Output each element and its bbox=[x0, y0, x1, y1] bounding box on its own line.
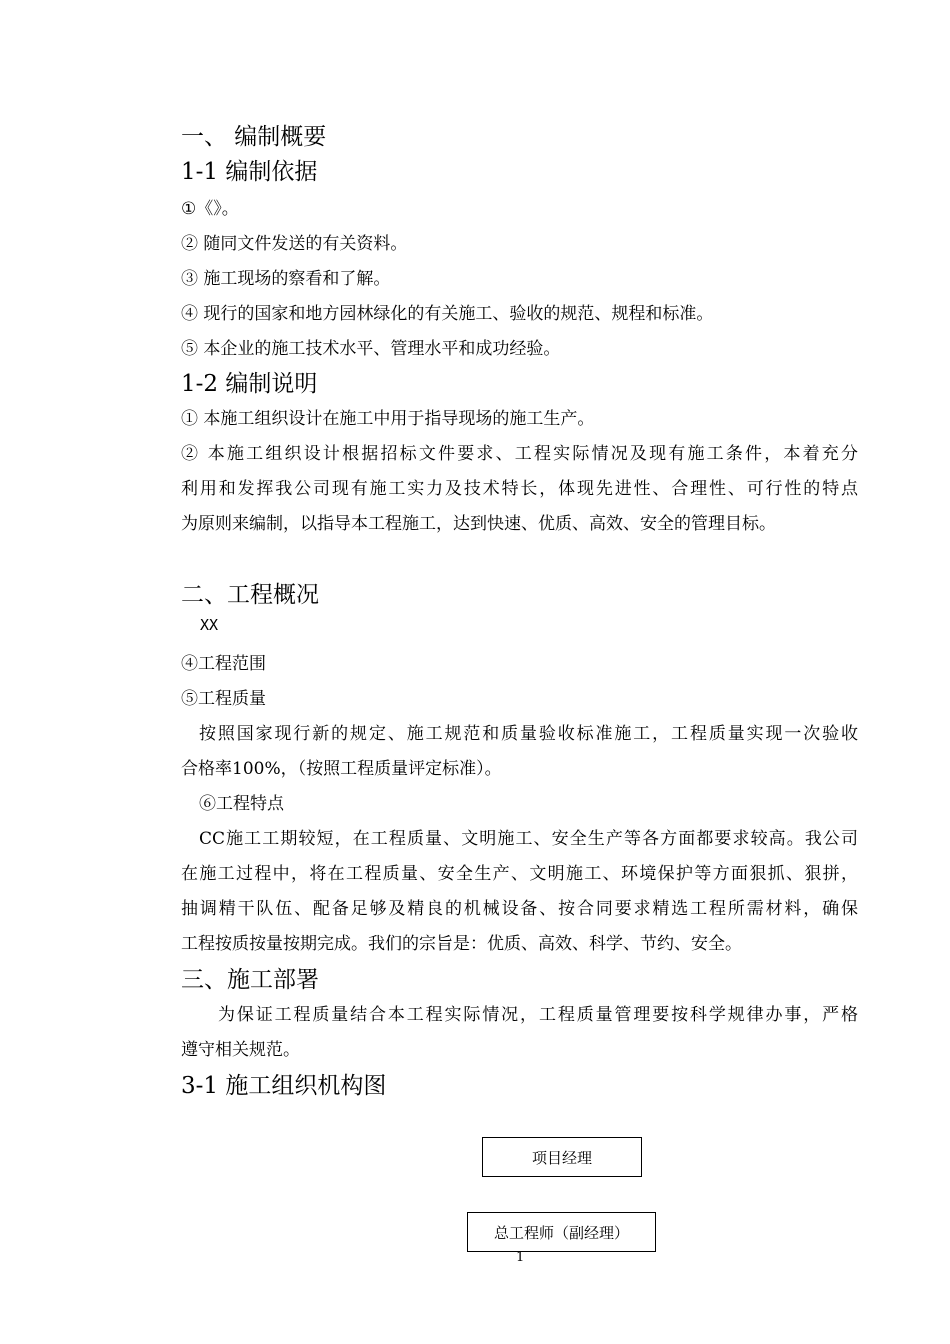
section-1-2-heading: 1-2 编制说明 bbox=[181, 371, 318, 397]
quality-heading: ⑤工程质量 bbox=[181, 689, 266, 709]
section-3-heading: 三、施工部署 bbox=[181, 967, 319, 993]
org-box-chief-engineer bbox=[467, 1212, 656, 1252]
features-line-3: 抽调精干队伍、配备足够及精良的机械设备、按合同要求精选工程所需材料，确保 bbox=[181, 899, 858, 919]
section-1-1-heading: 1-1 编制依据 bbox=[181, 159, 318, 185]
deployment-intro-line-1: 为保证工程质量结合本工程实际情况，工程质量管理要按科学规律办事，严格 bbox=[218, 1005, 858, 1025]
project-name-placeholder: XX bbox=[200, 616, 219, 634]
page-number: 1 bbox=[516, 1250, 525, 1265]
deployment-intro-line-2: 遵守相关规范。 bbox=[181, 1040, 300, 1060]
basis-item-2: ② 随同文件发送的有关资料。 bbox=[181, 234, 408, 254]
description-item-2-line-1: ② 本施工组织设计根据招标文件要求、工程实际情况及现有施工条件，本着充分 bbox=[181, 444, 858, 464]
basis-item-1: ①《》。 bbox=[181, 199, 239, 219]
quality-line-2: 合格率100%，（按照工程质量评定标准）。 bbox=[181, 759, 502, 779]
org-box-project-manager bbox=[482, 1137, 642, 1177]
features-line-1: CC施工工期较短，在工程质量、文明施工、安全生产等各方面都要求较高。我公司 bbox=[199, 829, 858, 849]
section-2-heading: 二、工程概况 bbox=[181, 582, 319, 608]
basis-item-4: ④ 现行的国家和地方园林绿化的有关施工、验收的规范、规程和标准。 bbox=[181, 304, 714, 324]
description-item-1: ① 本施工组织设计在施工中用于指导现场的施工生产。 bbox=[181, 409, 595, 429]
quality-line-1: 按照国家现行新的规定、施工规范和质量验收标准施工，工程质量实现一次验收 bbox=[199, 724, 858, 744]
description-item-2-line-3: 为原则来编制，以指导本工程施工，达到快速、优质、高效、安全的管理目标。 bbox=[181, 514, 776, 534]
features-line-2: 在施工过程中，将在工程质量、安全生产、文明施工、环境保护等方面狠抓、狠拼， bbox=[181, 864, 858, 884]
org-box-chief-engineer-label: 总工程师（副经理） bbox=[493, 1223, 629, 1242]
section-1-heading: 一、 编制概要 bbox=[181, 124, 327, 150]
org-box-project-manager-label: 项目经理 bbox=[531, 1148, 592, 1167]
description-item-2-line-2: 利用和发挥我公司现有施工实力及技术特长，体现先进性、合理性、可行性的特点 bbox=[181, 479, 858, 499]
features-line-4: 工程按质按量按期完成。我们的宗旨是：优质、高效、科学、节约、安全。 bbox=[181, 934, 742, 954]
scope-heading: ④工程范围 bbox=[181, 654, 266, 674]
section-3-1-heading: 3-1 施工组织机构图 bbox=[181, 1073, 387, 1099]
basis-item-3: ③ 施工现场的察看和了解。 bbox=[181, 269, 391, 289]
basis-item-5: ⑤ 本企业的施工技术水平、管理水平和成功经验。 bbox=[181, 339, 561, 359]
features-heading: ⑥工程特点 bbox=[199, 794, 284, 814]
